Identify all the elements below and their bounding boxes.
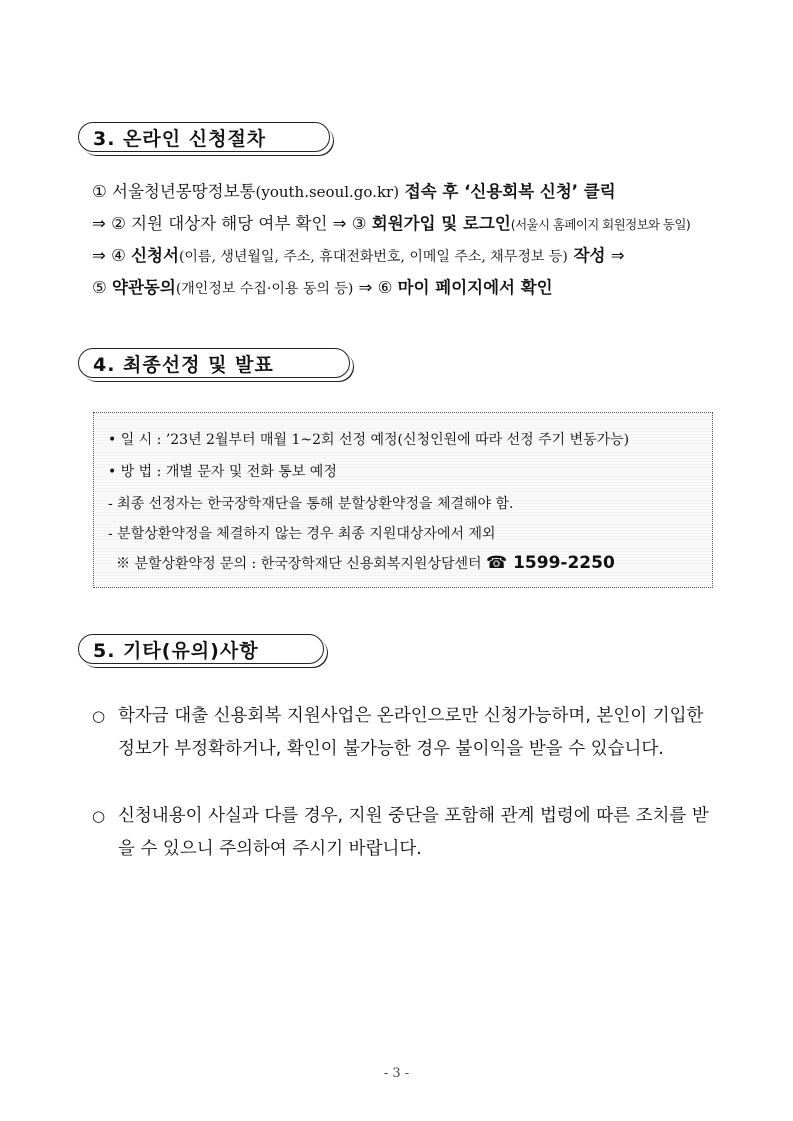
exclusion-row: - 분할상환약정을 체결하지 않는 경우 최종 지원대상자에서 제외 (108, 526, 496, 542)
section-4-heading (78, 348, 350, 378)
procedure-step-4: 신청서 (131, 246, 179, 265)
notice-item-1 (92, 700, 724, 766)
circle-bullet-icon: ○ (92, 807, 106, 825)
page-number: - 3 - (383, 1066, 410, 1081)
procedure-step-4-action: 작성 (567, 246, 606, 265)
section-4-title: 4. 최종선정 및 발표 (93, 353, 274, 376)
procedure-line-1 (92, 176, 732, 208)
inquiry-row (116, 553, 615, 573)
section-5-title: 5. 기타(유의)사항 (93, 639, 259, 662)
procedure-step-5-note: (개인정보 수집·이용 동의 등) (175, 281, 354, 297)
procedure-step-5: 약관동의 (112, 278, 176, 297)
procedure-step-4-note: (이름, 생년월일, 주소, 휴대전화번호, 이메일 주소, 채무정보 등) (178, 249, 568, 265)
procedure-step-1-action: 접속 후 ‘신용회복 신청’ 클릭 (399, 182, 616, 201)
website-url: (youth.seoul.go.kr) (255, 183, 400, 201)
phone-icon: ☎ (486, 553, 508, 573)
procedure-step-1: ① 서울청년몽땅정보통 (92, 182, 256, 201)
schedule-row: • 일 시 : ’23년 2월부터 매월 1~2회 선정 예정(신청인원에 따라 선정 주기 변동가능) (108, 432, 630, 448)
section-5-heading (78, 634, 324, 664)
procedure-step-6: 마이 페이지에서 확인 (397, 278, 553, 297)
phone-number: 1599-2250 (507, 553, 615, 573)
section-5-heading-box (78, 634, 324, 664)
procedure-step-4-marker: ⇒ ④ (92, 246, 132, 265)
circle-bullet-icon: ○ (92, 707, 106, 725)
agreement-requirement-row: - 최종 선정자는 한국장학재단을 통해 분할상환약정을 체결해야 함. (108, 496, 514, 512)
notice-item-2 (92, 800, 724, 866)
section-3-title: 3. 온라인 신청절차 (93, 127, 267, 150)
procedure-step-5-marker: ⑤ (92, 278, 113, 297)
procedure-step-2: ⇒ ② 지원 대상자 해당 여부 확인 ⇒ ③ (92, 214, 372, 233)
procedure-arrow: ⇒ (605, 246, 625, 265)
selection-info-box (93, 412, 713, 588)
inquiry-text: ※ 분할상환약정 문의 : 한국장학재단 신용회복지원상담센터 (116, 556, 486, 572)
section-3-heading (78, 122, 330, 152)
notice-text-1: 학자금 대출 신용회복 지원사업은 온라인으로만 신청가능하며, 본인이 기입한 정보가 부정확하거나, 확인이 불가능한 경우 불이익을 받을 수 있습니다. (118, 706, 704, 759)
procedure-line-3 (92, 240, 732, 273)
section-3-heading-box (78, 122, 330, 152)
procedure-line-2 (92, 208, 732, 241)
section-4-heading-box (78, 348, 350, 378)
procedure-step-3: 회원가입 및 로그인 (371, 214, 511, 233)
procedure-line-4 (92, 272, 732, 305)
procedure-step-3-note: (서울시 홈페이지 회원정보와 동일) (510, 217, 691, 232)
method-row: • 방 법 : 개별 문자 및 전화 통보 예정 (108, 464, 337, 480)
notice-text-2: 신청내용이 사실과 다를 경우, 지원 중단을 포함해 관계 법령에 따른 조치를 받을 수 있으니 주의하여 주시기 바랍니다. (118, 806, 709, 859)
procedure-step-6-marker: ⇒ ⑥ (353, 278, 398, 297)
